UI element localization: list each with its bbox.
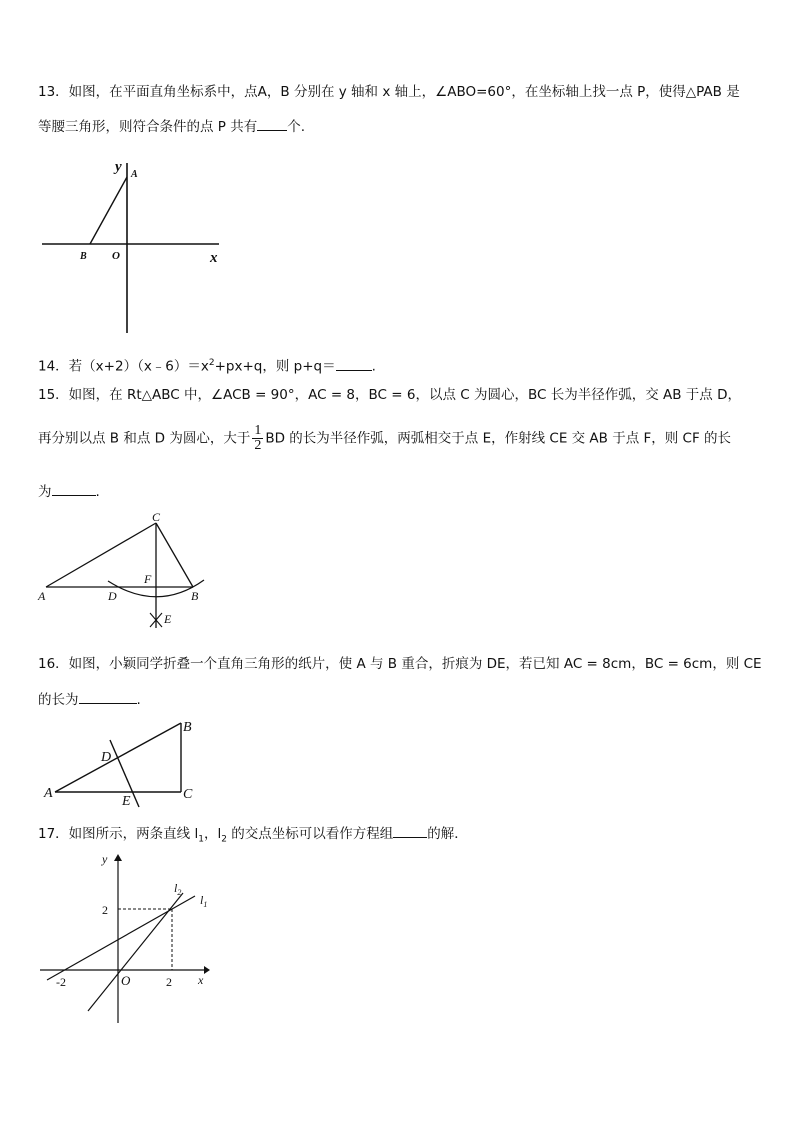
q16-label-C: C (183, 787, 193, 802)
q16-label-B: B (183, 720, 192, 735)
q13-label-B: B (80, 251, 87, 262)
q15-label-C: C (152, 510, 161, 524)
q14-line (38, 354, 376, 376)
q15-line1: 15．如图，在 Rt△ABC 中，∠ACB = 90°，AC = 8，BC = 6，以点 C 为圆心，BC 长为半径作弧，交 AB 于点 D， (38, 387, 741, 403)
q13-label-x: x (210, 250, 218, 266)
q15-label-D: D (108, 589, 117, 603)
q15-label-B: B (191, 589, 199, 603)
q15-line3 (38, 481, 100, 501)
q17-x-arrow (204, 966, 210, 974)
q17-label-x: x (198, 973, 204, 987)
q17-text-post: 的解． (427, 826, 468, 842)
q13-figure (38, 155, 238, 335)
q17-text-mid: ，l (203, 826, 222, 842)
q16-line2 (38, 689, 141, 709)
q16-figure (38, 715, 208, 815)
q16-line1: 16．如图，小颖同学折叠一个直角三角形的纸片，使 A 与 B 重合，折痕为 DE，若已知 AC = 8cm，BC = 6cm，则 CE (38, 656, 762, 672)
q16-label-D: D (101, 750, 112, 765)
q15-frac-den: 2 (254, 438, 262, 453)
q17-sub-1: 1 (198, 834, 204, 845)
q13-line2-text: 等腰三角形，则符合条件的点 P 共有 (38, 119, 258, 135)
q17-label-neg2: -2 (56, 975, 66, 989)
q13-segment-AB (90, 177, 127, 244)
q15-line2 (38, 424, 731, 453)
q15-label-A: A (38, 589, 46, 603)
q16-label-A: A (44, 786, 53, 801)
q14-text-pre: 14．若（x+2）（x﹣6）＝x (38, 358, 209, 375)
q17-label-l1: $l_1$ (200, 893, 208, 909)
q15-frac-num: 1 (254, 423, 262, 438)
q17-text-pre: 17．如图所示，两条直线 l (38, 826, 199, 842)
q17-label-y: y (102, 852, 108, 866)
q15-fraction (252, 424, 263, 453)
q13-line1: 13．如图，在平面直角坐标系中，点A，B 分别在 y 轴和 x 轴上，∠ABO=60°，在坐标轴上找一点 P，使得△PAB 是 (38, 84, 740, 100)
q13-label-y: y (115, 159, 122, 175)
q13-line2-end: 个. (287, 119, 306, 135)
q14-answer-blank[interactable] (336, 356, 372, 371)
q13-answer-blank[interactable] (257, 116, 287, 131)
q15-side-AC (46, 523, 156, 587)
q17-label-x2: 2 (166, 975, 172, 989)
q15-side-BC (156, 523, 193, 587)
q17-label-y2: 2 (102, 903, 108, 917)
q13-label-O: O (112, 250, 120, 262)
q15-label-E: E (164, 612, 172, 626)
q15-line3-post: . (95, 484, 100, 500)
q17-text-post-pre: 的交点坐标可以看作方程组 (226, 826, 394, 842)
q17-answer-blank[interactable] (393, 823, 427, 838)
q14-text-post: . (371, 358, 376, 375)
q17-label-O: O (121, 973, 131, 988)
q15-figure (38, 508, 218, 638)
q16-line2-pre: 的长为 (38, 692, 79, 708)
q17-sub-2: 2 (221, 834, 227, 845)
q14-text-mid: +px+q，则 p+q＝ (214, 358, 336, 375)
q17-label-l2: $l_2$ (174, 881, 182, 897)
q16-line2-post: . (136, 692, 141, 708)
q14-superscript: 2 (208, 358, 215, 368)
q13-label-A: A (131, 169, 138, 180)
q17-figure (38, 848, 228, 1028)
q15-label-F: F (144, 572, 152, 586)
q15-line2-pre: 再分别以点 B 和点 D 为圆心，大于 (38, 430, 251, 447)
q16-answer-blank[interactable] (79, 689, 137, 704)
q15-answer-blank[interactable] (52, 481, 96, 496)
q13-line2 (38, 116, 305, 136)
q17-line (38, 823, 468, 849)
q15-line3-pre: 为 (38, 484, 52, 500)
q16-label-E: E (122, 794, 131, 809)
q15-line2-post: BD 的长为半径作弧，两弧相交于点 E，作射线 CE 交 AB 于点 F，则 CF 的长 (265, 430, 732, 447)
q17-y-arrow (114, 854, 122, 861)
